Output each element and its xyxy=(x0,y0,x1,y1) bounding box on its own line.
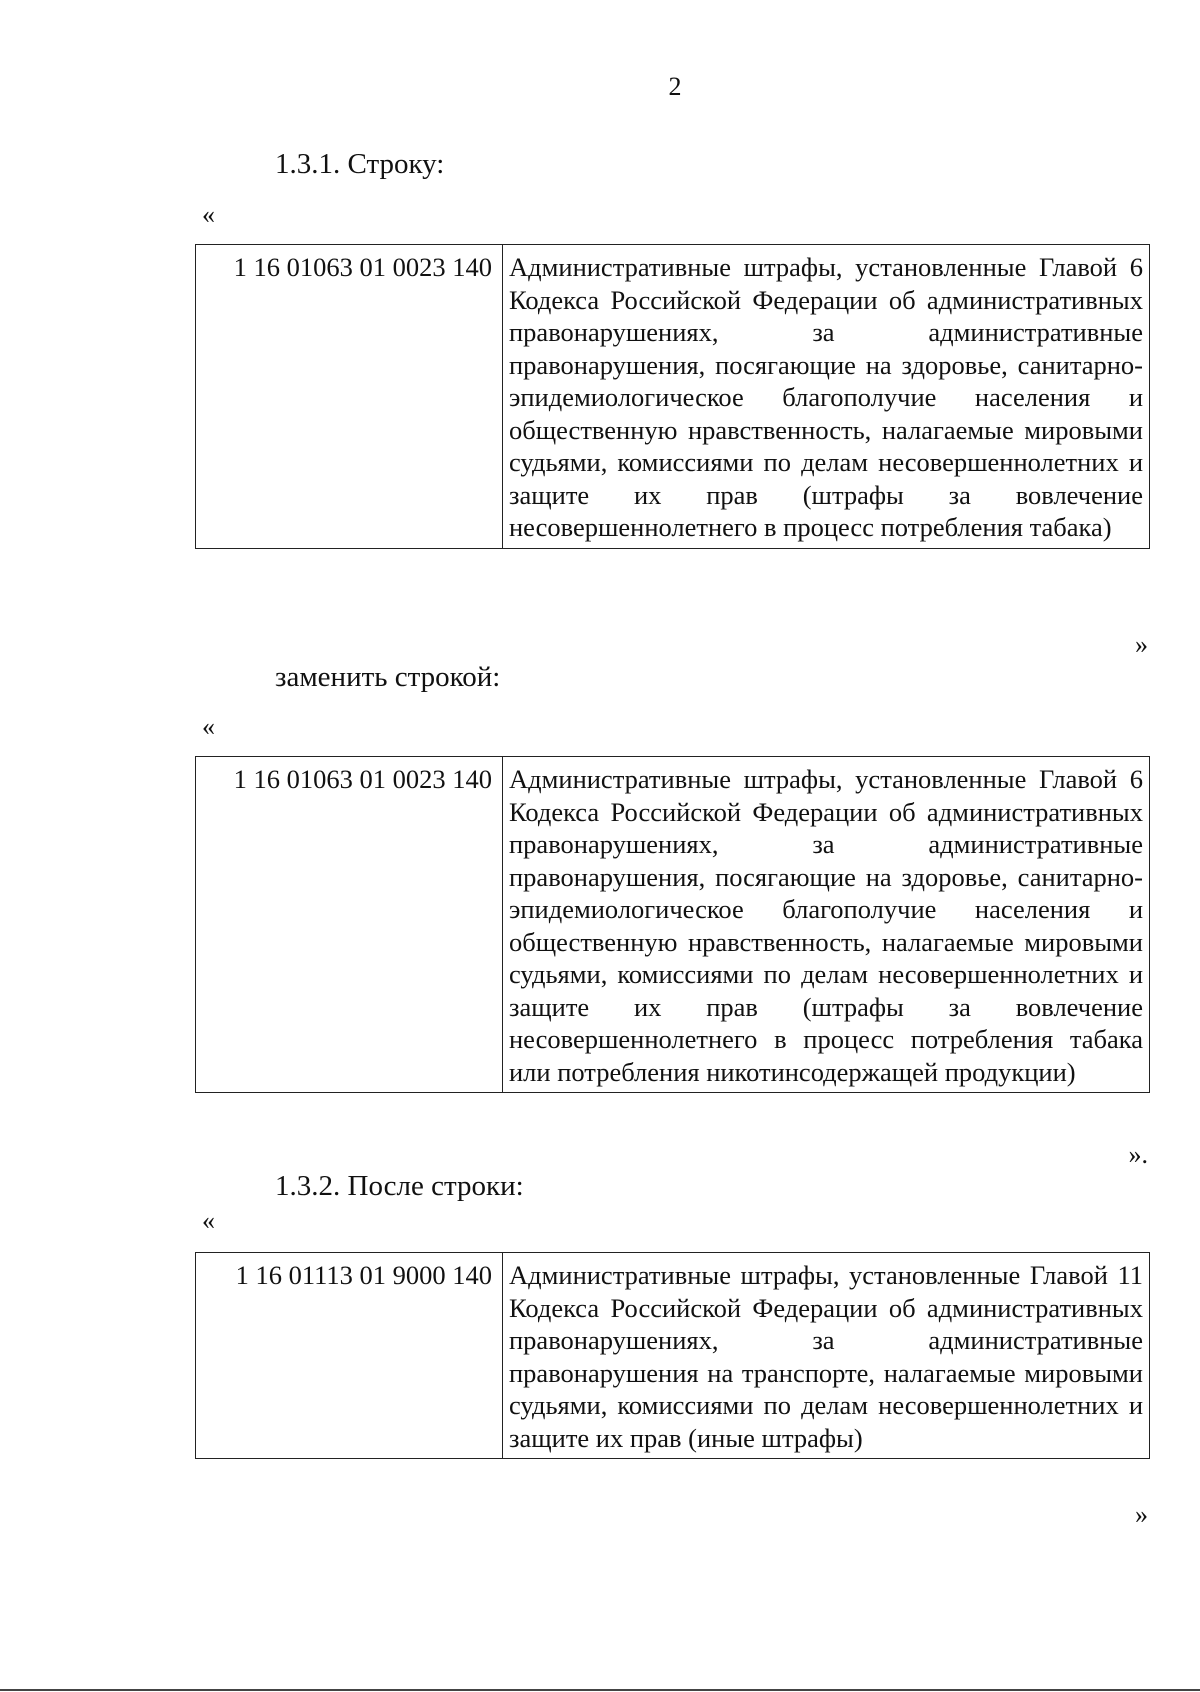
section-heading-replace: заменить строкой: xyxy=(275,661,501,693)
table-row xyxy=(196,245,1150,549)
close-quote-2: ». xyxy=(1128,1140,1148,1169)
budget-description-cell: Административные штрафы, установленные Главой 11 Кодекса Российской Федерации об административных правонарушениях, за административные правонарушения на транспорте, налагаемые мировыми судьями, комиссиями по делам несовершеннолетних и защите их прав (иные штрафы) xyxy=(503,1253,1150,1459)
open-quote-2: « xyxy=(202,712,215,741)
open-quote-1: « xyxy=(202,200,215,229)
budget-table-3 xyxy=(195,1252,1150,1459)
budget-description-cell: Административные штрафы, установленные Главой 6 Кодекса Российской Федерации об административных правонарушениях, за административные правонарушения, посягающие на здоровье, санитарно-эпидемиологическое благополучие населения и общественную нравственность, налагаемые мировыми судьями, комиссиями по делам несовершеннолетних и защите их прав (штрафы за вовлечение несовершеннолетнего в процесс потребления табака или потребления никотинсодержащей продукции) xyxy=(503,757,1150,1093)
close-quote-3: » xyxy=(1135,1500,1148,1529)
table-row xyxy=(196,1253,1150,1459)
budget-code-cell: 1 16 01063 01 0023 140 xyxy=(196,757,503,1093)
budget-code-cell: 1 16 01113 01 9000 140 xyxy=(196,1253,503,1459)
budget-description-cell: Административные штрафы, установленные Главой 6 Кодекса Российской Федерации об административных правонарушениях, за административные правонарушения, посягающие на здоровье, санитарно-эпидемиологическое благополучие населения и общественную нравственность, налагаемые мировыми судьями, комиссиями по делам несовершеннолетних и защите их прав (штрафы за вовлечение несовершеннолетнего в процесс потребления табака) xyxy=(503,245,1150,549)
open-quote-3: « xyxy=(202,1206,215,1235)
close-quote-1: » xyxy=(1135,630,1148,659)
section-heading-1-3-1: 1.3.1. Строку: xyxy=(275,148,445,180)
budget-table-1 xyxy=(195,244,1150,549)
section-heading-1-3-2: 1.3.2. После строки: xyxy=(275,1170,524,1202)
budget-table-2 xyxy=(195,756,1150,1093)
page-bottom-divider xyxy=(0,1689,1200,1691)
budget-code-cell: 1 16 01063 01 0023 140 xyxy=(196,245,503,549)
page-number: 2 xyxy=(668,72,682,101)
table-row xyxy=(196,757,1150,1093)
